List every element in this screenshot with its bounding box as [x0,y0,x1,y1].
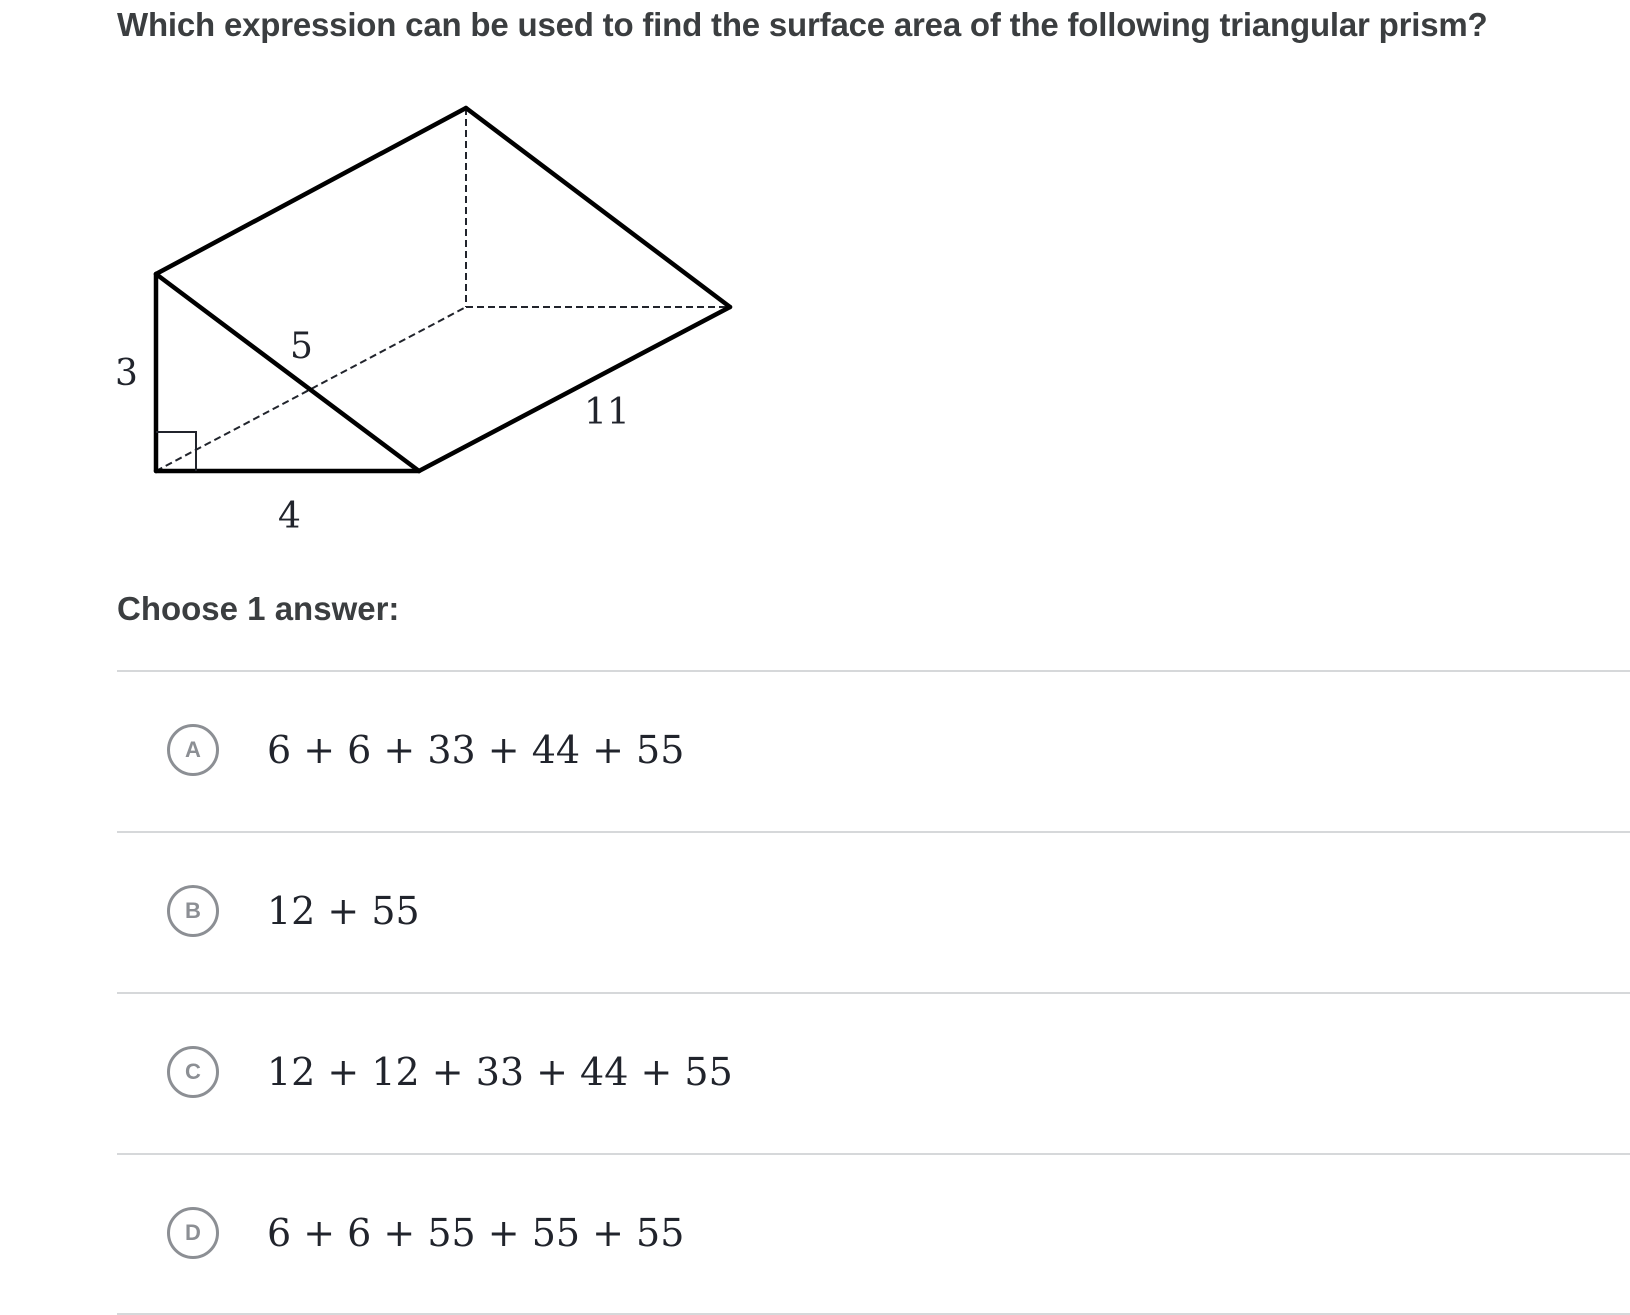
label-base: 4 [278,496,301,537]
choice-a[interactable] [117,672,1630,829]
choice-c-expression: 12 + 12 + 33 + 44 + 55 [267,1050,733,1094]
choice-d-letter: D [167,1207,219,1259]
choice-c[interactable] [117,994,1630,1151]
label-height: 3 [115,353,138,394]
choice-d-expression: 6 + 6 + 55 + 55 + 55 [267,1211,685,1255]
edge-bottom-right [419,307,730,471]
choice-b-expression: 12 + 55 [267,889,420,933]
edge-back-hypotenuse [466,108,730,307]
choice-c-letter: C [167,1046,219,1098]
question-text: Which expression can be used to find the surface area of the following triangular prism? [117,6,1488,43]
choose-answer-prompt: Choose 1 answer: [117,590,400,627]
label-hypotenuse: 5 [290,326,313,367]
choice-a-letter: A [167,724,219,776]
right-angle-marker [156,432,196,471]
choice-a-expression: 6 + 6 + 33 + 44 + 55 [267,728,685,772]
choice-d[interactable] [117,1155,1630,1312]
edge-top-left [156,108,466,274]
choice-b-letter: B [167,885,219,937]
hidden-edges [156,108,730,471]
triangular-prism-figure [0,0,760,540]
visible-edges [156,108,730,471]
label-length: 11 [584,392,630,433]
choice-b[interactable] [117,833,1630,990]
